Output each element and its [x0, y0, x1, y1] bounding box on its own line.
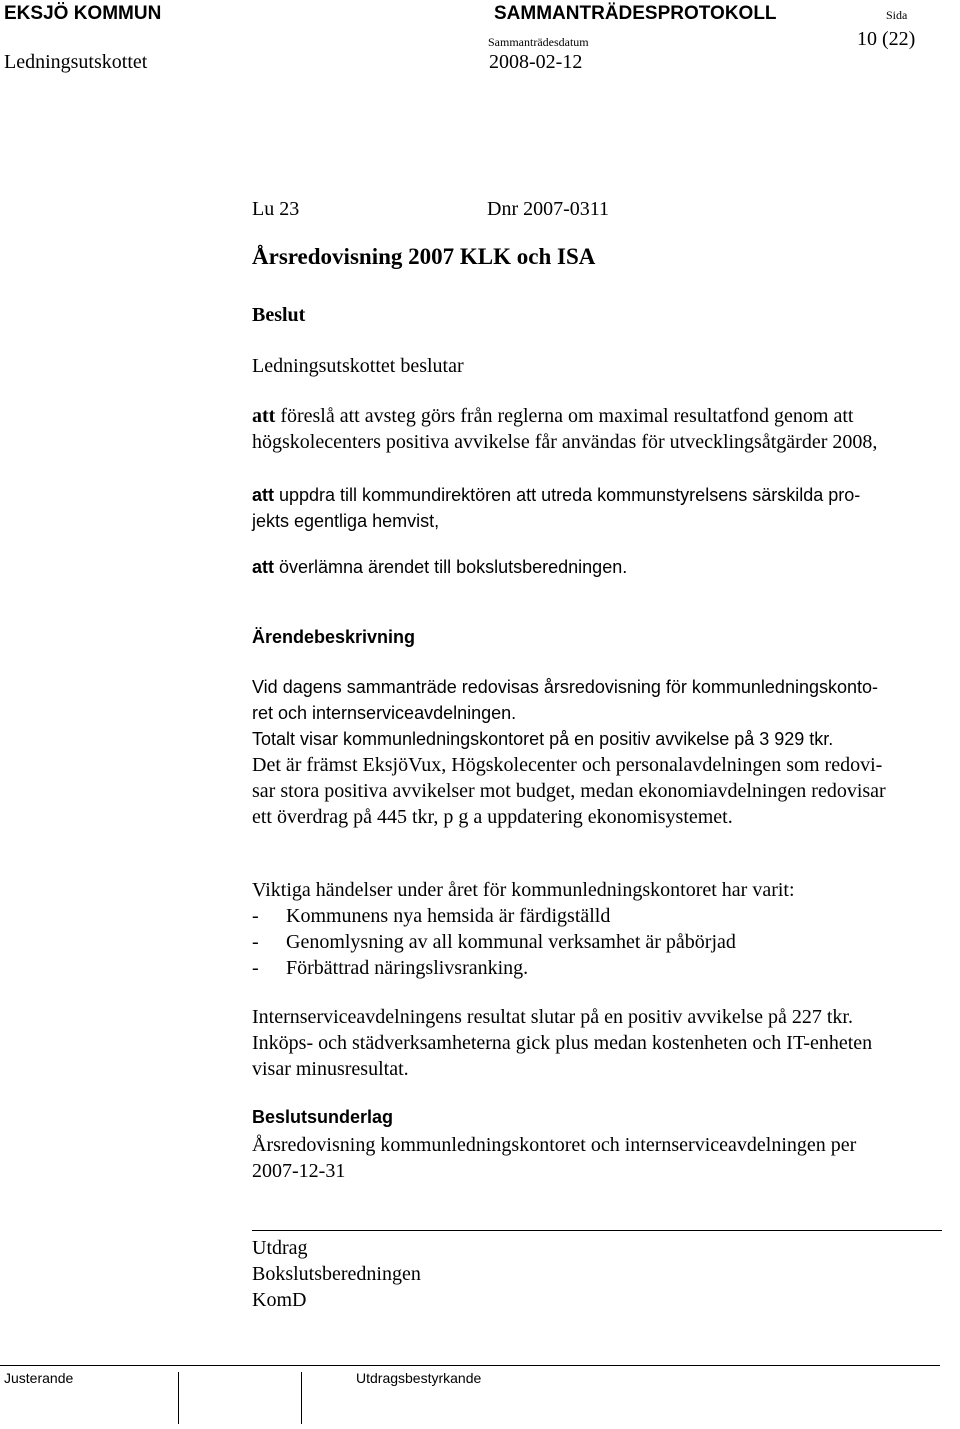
page-label: Sida — [886, 8, 908, 22]
decision-text: överlämna ärendet till bokslutsberedningen. — [274, 557, 628, 577]
decision-heading: Beslut — [252, 304, 306, 326]
att-label: att — [252, 485, 274, 505]
item-number: Lu 23 — [252, 198, 300, 220]
description-paragraph-3 — [252, 752, 942, 830]
paragraph-line: Inköps- och städverksamheterna gick plus medan kostenheten och IT-enheten — [252, 1032, 873, 1054]
decision-text: föreslå att avsteg görs från reglerna om maximal resultatfond genom att — [275, 405, 854, 427]
dash-bullet: - — [252, 905, 259, 927]
paragraph-line: 2007-12-31 — [252, 1160, 346, 1182]
paragraph-line: Viktiga händelser under året för kommunledningskontoret har varit: — [252, 879, 795, 901]
dash-bullet: - — [252, 931, 259, 953]
dnr: Dnr 2007-0311 — [487, 198, 610, 220]
distribution-item: Utdrag — [252, 1237, 308, 1259]
paragraph-line: Vid dagens sammanträde redovisas årsredovisning för kommunledningskonto- — [252, 677, 879, 697]
paragraph-line: ret och internserviceavdelningen. — [252, 703, 517, 723]
att-label: att — [252, 405, 276, 427]
footer-divider — [0, 1365, 940, 1366]
bullet-text: Förbättrad näringslivsranking. — [286, 957, 529, 979]
bullet-item — [252, 903, 942, 929]
description-heading: Ärendebeskrivning — [252, 627, 416, 647]
paragraph-line: visar minusresultat. — [252, 1058, 409, 1080]
distribution-divider — [252, 1230, 942, 1231]
paragraph-line: Det är främst EksjöVux, Högskolecenter och personalavdelningen som redovi- — [252, 754, 883, 776]
decision-intro: Ledningsutskottet beslutar — [252, 355, 464, 377]
bullet-text: Kommunens nya hemsida är färdigställd — [286, 905, 611, 927]
paragraph-line: sar stora positiva avvikelser mot budget, medan ekonomiavdelningen redovisar — [252, 780, 886, 802]
distribution-item: Bokslutsberedningen — [252, 1263, 421, 1285]
distribution-item: KomD — [252, 1289, 307, 1311]
decision-point-1 — [252, 403, 942, 455]
paragraph-line: ett överdrag på 445 tkr, p g a uppdatering ekonomisystemet. — [252, 806, 733, 828]
basis-heading: Beslutsunderlag — [252, 1107, 394, 1127]
paragraph-line: Internserviceavdelningens resultat slutar på en positiv avvikelse på 227 tkr. — [252, 1006, 853, 1028]
decision-text: jekts egentliga hemvist, — [252, 511, 440, 531]
distribution-list — [252, 1235, 942, 1313]
bullet-item — [252, 955, 942, 981]
description-paragraph-1 — [252, 674, 942, 726]
justerande-label: Justerande — [4, 1370, 74, 1386]
basis-text — [252, 1132, 942, 1184]
decision-text: högskolecenters positiva avvikelse får användas för utvecklingsåtgärder 2008, — [252, 431, 878, 453]
committee-name: Ledningsutskottet — [4, 51, 148, 73]
bullet-item — [252, 929, 942, 955]
page-number: 10 (22) — [857, 28, 916, 50]
paragraph-line: Totalt visar kommunledningskontoret på en positiv avvikelse på 3 929 tkr. — [252, 729, 834, 749]
date-label: Sammanträdesdatum — [488, 35, 589, 49]
item-title: Årsredovisning 2007 KLK och ISA — [252, 244, 596, 269]
paragraph-line: Årsredovisning kommunledningskontoret och internserviceavdelningen per — [252, 1134, 857, 1156]
description-paragraph-5 — [252, 1004, 942, 1082]
decision-point-2 — [252, 482, 942, 534]
utdragsbestyrkande-label: Utdragsbestyrkande — [356, 1370, 482, 1386]
description-paragraph-2 — [252, 726, 942, 752]
signature-box-divider — [178, 1372, 179, 1424]
signature-box-divider — [301, 1372, 302, 1424]
bullet-text: Genomlysning av all kommunal verksamhet är påbörjad — [286, 931, 736, 953]
meeting-date: 2008-02-12 — [489, 51, 583, 73]
org-name: EKSJÖ KOMMUN — [4, 3, 162, 24]
description-paragraph-4 — [252, 877, 942, 981]
decision-text: uppdra till kommundirektören att utreda kommunstyrelsens särskilda pro- — [274, 485, 861, 505]
att-label: att — [252, 557, 274, 577]
dash-bullet: - — [252, 957, 259, 979]
decision-point-3 — [252, 554, 942, 580]
document-type: SAMMANTRÄDESPROTOKOLL — [494, 3, 777, 24]
